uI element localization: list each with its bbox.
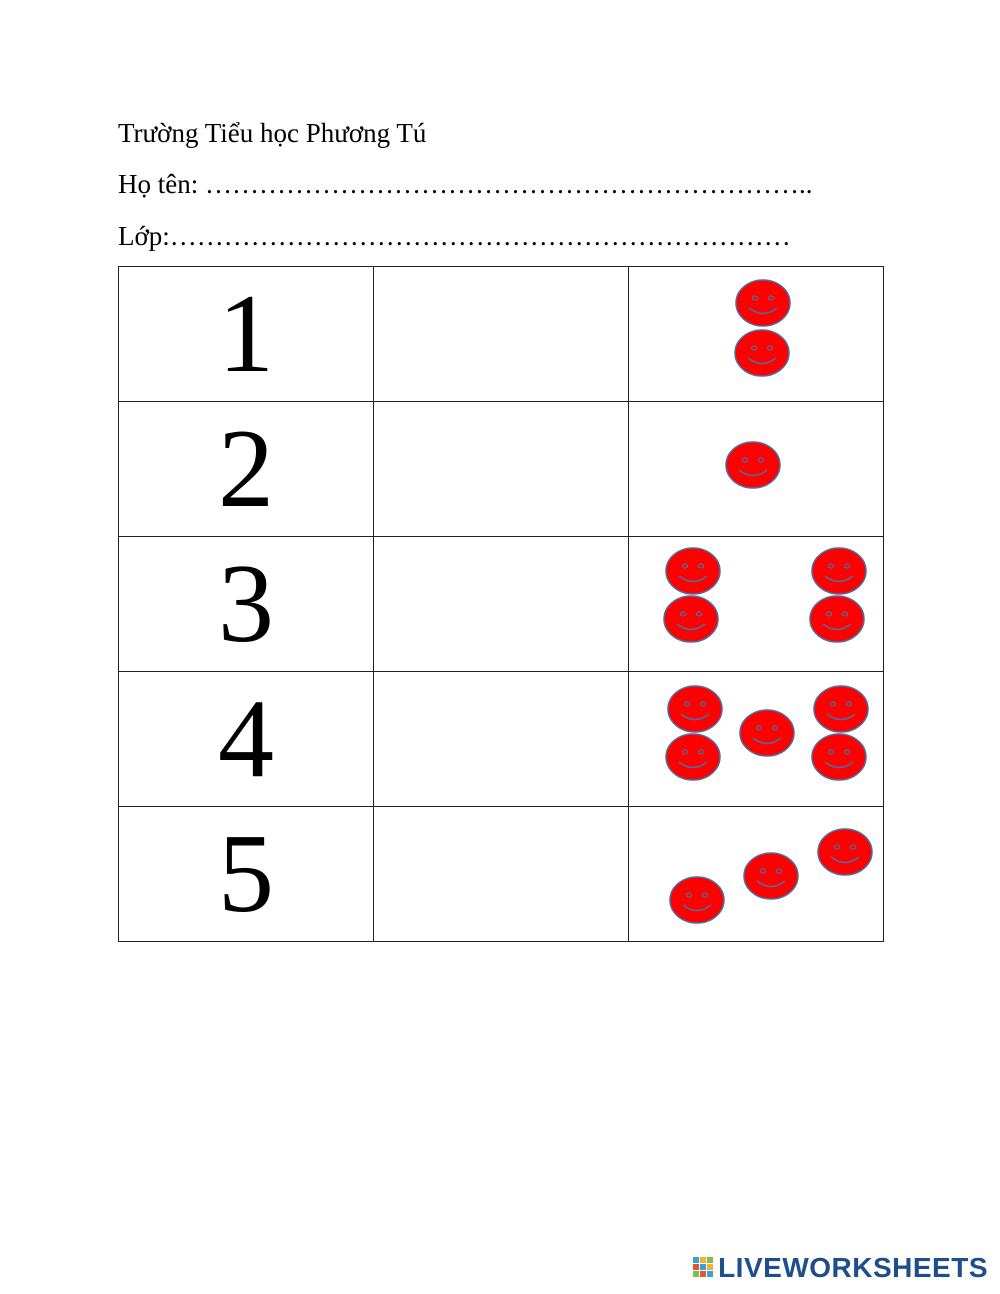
table-row bbox=[119, 267, 884, 402]
number-label: 3 bbox=[218, 542, 274, 666]
smiley-icon bbox=[664, 596, 718, 642]
smiley-icon bbox=[818, 829, 872, 875]
student-name-line: Họ tên: ………………………………………………………….. bbox=[118, 169, 813, 199]
number-cell bbox=[119, 267, 374, 402]
class-line: Lớp:…………………………………………………………… bbox=[118, 221, 791, 251]
smiley-icon bbox=[812, 734, 866, 780]
smiley-icon bbox=[736, 280, 790, 326]
table-row bbox=[119, 807, 884, 942]
smiley-icon bbox=[670, 877, 724, 923]
smiley-icon bbox=[740, 710, 794, 756]
counting-table bbox=[118, 266, 884, 942]
smiley-group bbox=[629, 267, 884, 401]
number-label: 2 bbox=[218, 407, 274, 531]
smiley-cell bbox=[629, 537, 884, 672]
answer-cell[interactable] bbox=[374, 267, 629, 402]
smiley-icon bbox=[668, 686, 722, 732]
answer-cell[interactable] bbox=[374, 807, 629, 942]
smiley-icon bbox=[812, 548, 866, 594]
smiley-group bbox=[629, 672, 884, 806]
smiley-icon bbox=[726, 442, 780, 488]
smiley-cell bbox=[629, 267, 884, 402]
smiley-icon bbox=[744, 853, 798, 899]
number-cell bbox=[119, 807, 374, 942]
number-label: 5 bbox=[218, 812, 274, 936]
table-row bbox=[119, 672, 884, 807]
smiley-cell bbox=[629, 672, 884, 807]
liveworksheets-logo bbox=[692, 1251, 988, 1285]
number-label: 1 bbox=[218, 272, 274, 396]
smiley-group bbox=[629, 402, 884, 536]
table-row bbox=[119, 402, 884, 537]
smiley-icon bbox=[735, 330, 789, 376]
number-label: 4 bbox=[218, 677, 274, 801]
number-cell bbox=[119, 672, 374, 807]
smiley-cell bbox=[629, 807, 884, 942]
number-cell bbox=[119, 537, 374, 672]
smiley-group bbox=[629, 807, 884, 941]
number-cell bbox=[119, 402, 374, 537]
liveworksheets-mark-icon bbox=[692, 1256, 714, 1280]
answer-cell[interactable] bbox=[374, 402, 629, 537]
smiley-icon bbox=[666, 548, 720, 594]
smiley-icon bbox=[666, 734, 720, 780]
answer-cell[interactable] bbox=[374, 537, 629, 672]
answer-cell[interactable] bbox=[374, 672, 629, 807]
smiley-cell bbox=[629, 402, 884, 537]
table-row bbox=[119, 537, 884, 672]
liveworksheets-wordmark: LIVEWORKSHEETS bbox=[718, 1252, 988, 1283]
smiley-group bbox=[629, 537, 884, 671]
school-name: Trường Tiểu học Phương Tú bbox=[118, 118, 427, 148]
smiley-icon bbox=[810, 596, 864, 642]
smiley-icon bbox=[814, 686, 868, 732]
